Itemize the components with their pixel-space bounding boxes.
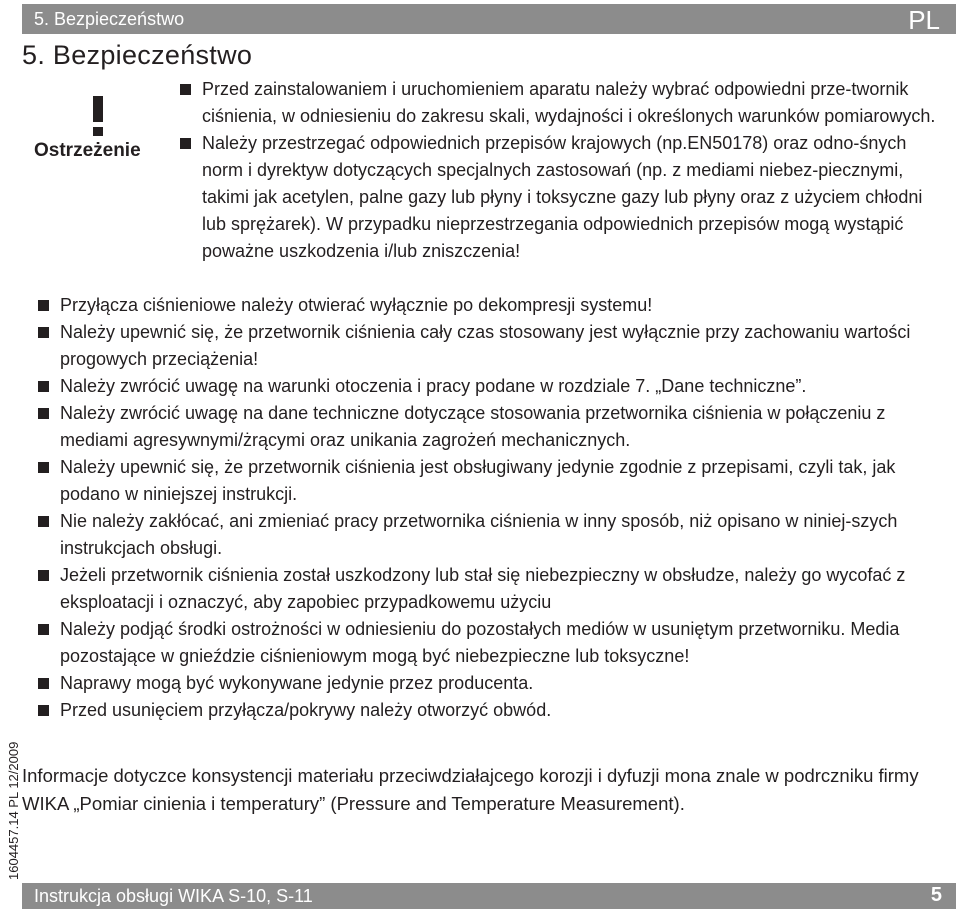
bullet-square-icon [38,705,49,716]
header-language-code: PL [908,5,940,35]
warning-block [34,90,166,170]
bullet-square-icon [180,84,191,95]
warning-triangle-icon [54,90,142,140]
list-item: Przyłącza ciśnieniowe należy otwierać wyłącznie po dekompresji systemu! [38,292,938,319]
footer-bar [22,883,956,909]
list-item: Jeżeli przetwornik ciśnienia został uszkodzony lub stał się niebezpieczny w obsłudze, należy go wycofać z eksploatacji i oznaczyć, aby zapobiec przypadkowemu użyciu [38,562,938,616]
footer-manual-title: Instrukcja obsługi WIKA S-10, S-11 [34,886,313,906]
list-item: Należy zwrócić uwagę na dane techniczne dotyczące stosowania przetwornika ciśnienia w połączeniu z mediami agresywnymi/żrącymi oraz unikania zagrożeń mechanicznych. [38,400,938,454]
info-paragraph: Informacje dotyczce konsystencji materiału przeciwdziałajcego korozji i dyfuzji mona znale w podrczniku firmy WIKA „Pomiar cinienia i temperatury” (Pressure and Temperature Measurement). [22,765,919,814]
list-item: Należy przestrzegać odpowiednich przepisów krajowych (np.EN50178) oraz odno-śnych norm i dyrektyw dotyczących specjalnych zastosowań (np. z mediami niebez-piecznymi, takimi jak acetylen, palne gazy lub płyny i toksyczne gazy lub płyny oraz z użyciem chłodni lub sprężarek). W przypadku nieprzestrzegania odpowiednich przepisów mogą wystąpić poważne uszkodzenia i/lub zniszczenia! [180,130,940,265]
safety-bullet-list [38,292,938,724]
bullet-square-icon [180,138,191,149]
bullet-square-icon [38,327,49,338]
document-code: 1604457.14 PL 12/2009 [6,741,21,880]
bullet-square-icon [38,462,49,473]
bullet-square-icon [38,300,49,311]
warning-label: Ostrzeżenie [34,140,141,161]
list-item: Należy upewnić się, że przetwornik ciśnienia cały czas stosowany jest wyłącznie przy zachowaniu wartości progowych przeciążenia! [38,319,938,373]
list-item: Należy podjąć środki ostrożności w odniesieniu do pozostałych mediów w usuniętym przetworniku. Media pozostające w gnieździe ciśnieniowym mogą być niebezpieczne lub toksyczne! [38,616,938,670]
header-section-title: 5. Bezpieczeństwo [34,9,185,29]
bullet-square-icon [38,678,49,689]
bullet-square-icon [38,624,49,635]
list-item: Nie należy zakłócać, ani zmieniać pracy przetwornika ciśnienia w inny sposób, niż opisano w niniej-szych instrukcjach obsługi. [38,508,938,562]
list-item: Przed zainstalowaniem i uruchomieniem aparatu należy wybrać odpowiedni prze-twornik ciśnienia, w odniesieniu do zakresu skali, wydajności i określonych warunków pomiarowych. [180,76,940,130]
section-title: 5. Bezpieczeństwo [22,40,253,70]
page-number: 5 [930,884,942,906]
bullet-square-icon [38,408,49,419]
bullet-square-icon [38,381,49,392]
list-item: Naprawy mogą być wykonywane jedynie przez producenta. [38,670,938,697]
list-item: Przed usunięciem przyłącza/pokrywy należy otworzyć obwód. [38,697,938,724]
bullet-square-icon [38,570,49,581]
bullet-square-icon [38,516,49,527]
header-bar [22,4,956,34]
list-item: Należy upewnić się, że przetwornik ciśnienia jest obsługiwany jedynie zgodnie z przepisami, czyli tak, jak podano w niniejszej instrukcji. [38,454,938,508]
list-item: Należy zwrócić uwagę na warunki otoczenia i pracy podane w rozdziale 7. „Dane techniczne”. [38,373,938,400]
warning-bullet-list [180,76,940,265]
